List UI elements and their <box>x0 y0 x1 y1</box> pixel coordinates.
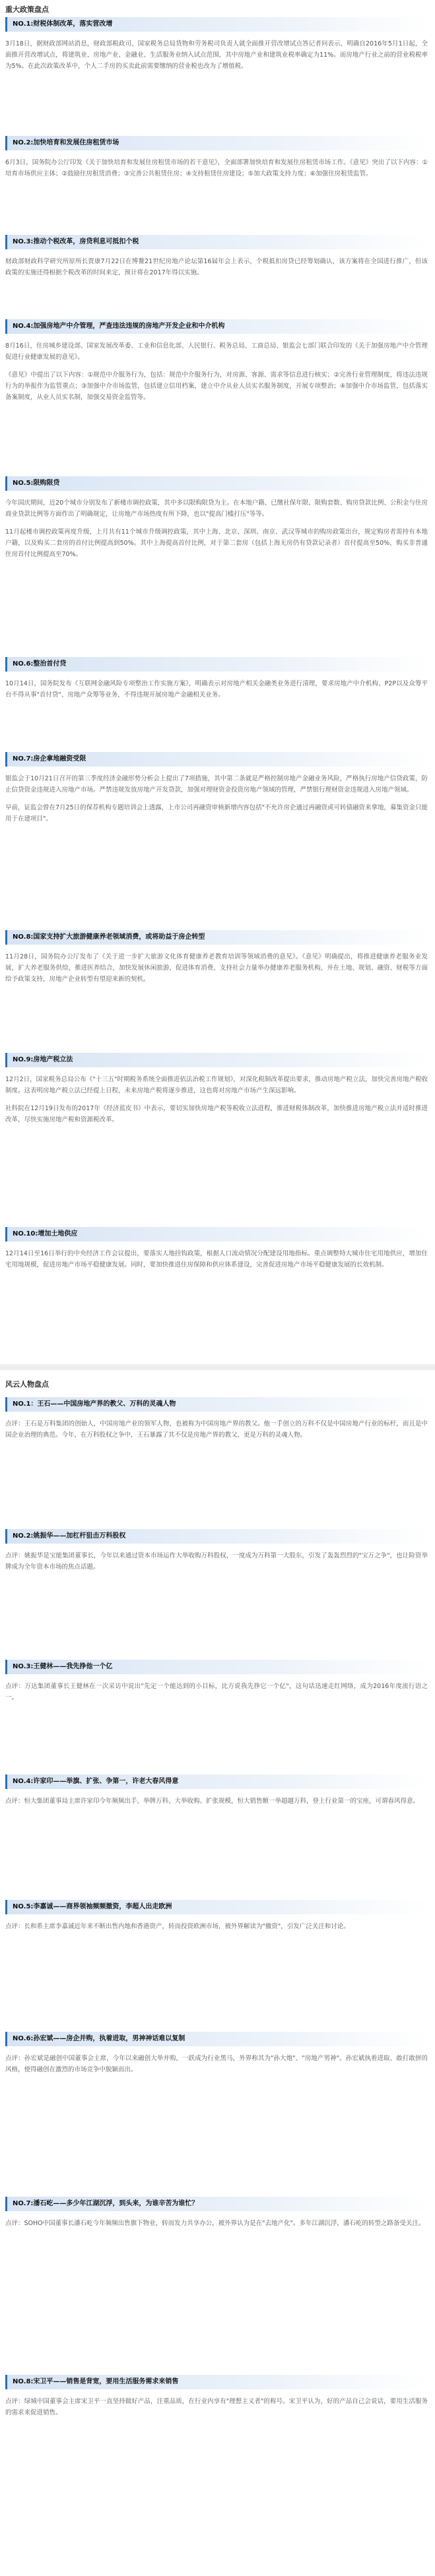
policy-item <box>5 930 428 985</box>
item-heading: NO.4:加强房地产中介管理，严查违法违规的房地产开发企业和中介机构 <box>5 319 428 334</box>
item-heading: NO.9:房地产税立法 <box>5 1053 428 1067</box>
item-paragraph: 银监会于10月21日召开的第三季度经济金融形势分析会上提出了7项措施，其中第二条就是严格控制房地产金融业务风险，严格执行房地产信贷政策，防止信贷资金违规进入房地产市场。严禁违规发放房地产开发贷款，加强对理财资金投资房地产领域的管理，严禁银行理财资金违规进入房地产领域。 <box>5 775 428 794</box>
item-heading: NO.8:国家支持扩大旅游健康养老领域消费，或将助益于房企转型 <box>5 930 428 945</box>
item-paragraph: 3月18日，据财政部网站消息，财政部税政司、国家税务总局货物和劳务税司负责人就全面推开营改增试点答记者问表示，明确自2016年5月1日起，全面推开营改增试点，将建筑业、房地产业、金融业、生活服务业纳入试点范围，其中房地产业和建筑业税率确定为11%。而房地产行业之前的营业税税率为5%。在此次政策改革中，个人二手房的买卖此前需要缴纳的营业税也改为了增值税。 <box>5 40 428 70</box>
policy-item <box>5 235 428 278</box>
item-paragraph: 11月28日，国务院办公厅发布了《关于进一步扩大旅游文化体育健康养老教育培训等领域消费的意见》。《意见》明确提出，将推进健康养老服务业发展，扩大养老服务供给，推进医养结合，加快发展休闲旅游，促进体育消费，支持社会力量举办健康养老服务机构，并在土地、规划、融资、财税等方面给予政策支持，房地产企业转型有望迎来新的契机。 <box>5 953 428 983</box>
item-heading: NO.6:孙宏斌——房企并购，执着进取，男神神话难以复制 <box>5 2032 428 2046</box>
item-heading: NO.10:增加土地供应 <box>5 1227 428 1241</box>
person-item <box>5 2197 428 2229</box>
item-paragraph: 点评：王石是万科集团的创始人，中国房地产业的领军人物，也被称为中国房地产界的教父。他一手创立的万科不仅是中国房地产行业的标杆，而且是中国企业治理的典范。今年，在万科股权之争中，王石暴露了其不仅是房地产界的教父，更是万科的灵魂人物。 <box>5 1420 428 1439</box>
policy-item <box>5 752 428 825</box>
item-heading: NO.5:李嘉诚——商界领袖频频撤资，李超人出走欧洲 <box>5 1900 428 1914</box>
item-heading: NO.3:王健林——我先挣他一个亿 <box>5 1660 428 1674</box>
item-paragraph: 点评：孙宏斌是融创中国董事会主席，今年以来融创大举并购，一跃成为行业黑马，外界称其为"孙大炮"、"房地产男神"。孙宏斌执着进取、敢打敢拼的风格，使得融创在激烈的市场竞争中脱颖而出。 <box>5 2055 428 2073</box>
person-item <box>5 1529 428 1573</box>
item-heading: NO.5:限购限贷 <box>5 476 428 491</box>
policy-item <box>5 17 428 72</box>
item-paragraph: 《意见》中提出了以下内容：①规范中介服务行为，包括：规范中介服务行为，对房源、客源、需求等信息进行核实；②完善行业管理制度，将违法违规行为的举报作为监管重点；③加强中介市场监管，包括建立信用档案，建立中介从业人员实名服务制度，开展专项整治；④加强中介市场监管，包括落实备案制度，从业人员实名制，加强交易资金监管等。 <box>5 371 428 401</box>
item-heading: NO.2:姚振华——加杠杆狙击万科股权 <box>5 1529 428 1544</box>
item-paragraph: 12月2日，国家税务总局公布《"十三五"时期税务系统全面推进依法治税工作规划》，对深化税制改革提出要求，推动房地产税立法，加快完善房地产税收制度。这表明房地产税立法已经提上日程，未来房地产税将逐步推进，这也将对房地产市场产生深远影响。 <box>5 1076 428 1094</box>
section-divider <box>0 1364 435 1370</box>
item-paragraph: 点评：恒大集团董事局主席许家印今年频频出手，举牌万科、大举收购、扩张规模，恒大销售额一举超越万科，登上行业第一的宝座，可谓春风得意。 <box>5 1798 420 1805</box>
item-heading: NO.8:宋卫平——销售是背宽，要用生活服务需求来销售 <box>5 2375 428 2389</box>
policy-item <box>5 319 428 403</box>
item-paragraph: 点评：姚振华是宝能集团董事长，今年以来通过资本市场运作大举收购万科股权，一度成为万科第一大股东，引发了轰轰烈烈的"宝万之争"，也让险资举牌成为全年资本市场的焦点话题。 <box>5 1552 428 1571</box>
person-item <box>5 1397 428 1441</box>
item-paragraph: 早前，证监会曾在7月25日的保荐机构专题培训会上透露，上市公司再融资审核新增内容包括"不允许房企通过再融资或可转债融资来拿地，募集资金只能用于在建项目"。 <box>5 804 428 823</box>
person-item <box>5 2375 428 2418</box>
item-heading: NO.7:房企拿地融资受限 <box>5 752 428 767</box>
item-paragraph: 6月3日，国务院办公厅印发《关于加快培育和发展住房租赁市场的若干意见》，全面部署加快培育和发展住房租赁市场工作。《意见》突出了以下内容：①培育市场供应主体；②鼓励住房租赁消费；③完善公共租赁住房；④支持租赁住房建设；⑤加大政策支持力度；⑥加强住房租赁监管。 <box>5 159 428 177</box>
section-title-people: 风云人物盘点 <box>5 1380 49 1389</box>
policy-item <box>5 657 428 701</box>
policy-item <box>5 476 428 560</box>
policy-item <box>5 136 428 179</box>
item-heading: NO.6:整治首付贷 <box>5 657 428 672</box>
item-heading: NO.3:推动个税改革，房贷利息可抵扣个税 <box>5 235 428 249</box>
item-paragraph: 点评：SOHO中国董事长潘石屹今年频频出售旗下物业，转而发力共享办公，被外界认为是在"去地产化"。多年江湖沉浮，潘石屹的转型之路备受关注。 <box>5 2220 425 2227</box>
item-heading: NO.4:许家印——举旗、扩张、争第一，许老大春风得意 <box>5 1775 428 1789</box>
policy-item <box>5 1227 428 1271</box>
section-title-policy: 重大政策盘点 <box>5 5 49 14</box>
policy-item <box>5 1053 428 1125</box>
item-heading: NO.7:潘石屹——多少年江湖沉浮，到头来，为谁辛苦为谁忙？ <box>5 2197 428 2211</box>
item-heading: NO.2:加快培育和发展住房租赁市场 <box>5 136 428 150</box>
item-paragraph: 8月16日，住房城乡建设部、国家发展改革委、工业和信息化部、人民银行、税务总局、工商总局、银监会七部门联合印发的《关于加强房地产中介管理促进行业健康发展的意见》。 <box>5 342 428 361</box>
person-item <box>5 2032 428 2075</box>
item-paragraph: 点评：长和系主席李嘉诚近年来不断出售内地和香港资产，转而投资欧洲市场，被外界解读为"撤资"，引发广泛关注和讨论。 <box>5 1923 350 1930</box>
item-paragraph: 财政部财政科学研究所原所长贾康7月22日在博鳌21世纪房地产论坛第16届年会上表示，个税抵扣房贷已经筹划确认，该方案将在全国进行推广，但该政策的实施还得根据个税改革的时间来定，预计将在2017年得以实施。 <box>5 258 428 276</box>
item-heading: NO.1:财税体制改革，落实营改增 <box>5 17 428 32</box>
person-item <box>5 1775 428 1807</box>
item-paragraph: 社科院在12月19日发布的2017年《经济蓝皮书》中表示，要切实加快房地产税等税收立法进程，推进财税体制改革，加快推进房地产税立法并适时推进改革，尽快实施房地产税和资源税改革。 <box>5 1105 428 1123</box>
item-paragraph: 今年国庆期间，近20个城市分别发布了新楼市调控政策，其中多以限购限贷为主。在本地户籍、已缴社保年限、限购套数、购房贷款比例、公积金与住房商业贷款比例等方面作出了明确规定，让房地产市场热度有所下降，也以"提高门槛打压"等等。 <box>5 499 428 518</box>
person-item <box>5 1660 428 1703</box>
item-paragraph: 10月14日，国务院发布《互联网金融风险专项整治工作实施方案》，明确表示对房地产相关金融类业务进行清理，要求房地产中介机构、P2P以及众筹平台不得从事"首付贷"、房地产众筹等业务，不得违规开展房地产金融相关业务。 <box>5 680 428 699</box>
person-item <box>5 1900 428 1932</box>
item-paragraph: 点评：万达集团董事长王健林在一次采访中说出"先定一个能达到的小目标，比方说我先挣它一个亿"，这句话迅速走红网络，成为2016年度流行语之一。 <box>5 1683 428 1701</box>
item-paragraph: 11月起楼市调控政策再度升级，上月共有11个城市升级调控政策，其中上海、北京、深圳、南京、武汉等城市的购房政策出台，规定购房者需持有本地户籍，以及购买二套房的首付比例提高到50%。其中上海提高首付比例，对于第二套房（包括上海无房仍有贷款记录者）首付提高至50%，购买非普通住房首付比例提高至70%。 <box>5 528 428 558</box>
item-paragraph: 点评：绿城中国董事会主席宋卫平一直坚持做好产品，注重品质，在行业内享有"理想主义者"的称号。宋卫平认为，好的产品自己会说话，要用生活服务的需求来促进销售。 <box>5 2398 428 2416</box>
item-heading: NO.1：王石——中国房地产界的教父、万科的灵魂人物 <box>5 1397 428 1412</box>
item-paragraph: 12月14日至16日举行的中央经济工作会议提出，要落实人地挂钩政策，根据人口流动情况分配建设用地指标。重点调整特大城市住宅用地供应，增加住宅用地规模，促进房地产市场平稳健康发展。同时，要加快推进住房保障和供应体系建设，完善促进房地产市场平稳健康发展的长效机制。 <box>5 1250 428 1269</box>
